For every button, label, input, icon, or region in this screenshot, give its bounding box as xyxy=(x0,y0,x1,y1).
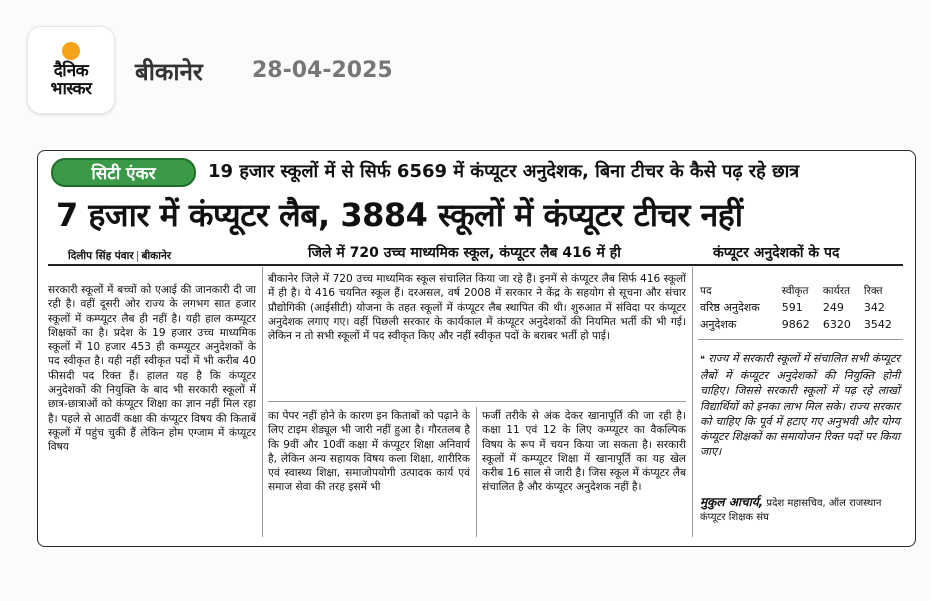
newspaper-clipping xyxy=(37,150,916,547)
city-anchor-tag: सिटी एंकर xyxy=(51,158,196,187)
table-cell: 9862 xyxy=(781,318,810,331)
column-divider xyxy=(268,401,686,402)
quote-author xyxy=(700,495,905,525)
table-cell: 3542 xyxy=(863,318,892,331)
quote-author-role: प्रदेश महासचिव, ऑल राजस्थान कंप्यूटर शिक्षक संघ xyxy=(700,498,882,523)
quote-author-name: मुकुल आचार्य, xyxy=(700,495,764,509)
column-divider xyxy=(692,267,693,537)
byline-separator: | xyxy=(135,250,140,262)
byline xyxy=(68,249,171,263)
column-divider xyxy=(476,407,477,537)
article-column-2: बीकानेर जिले में 720 उच्च माध्यमिक स्कूल संचालित किया जा रहे हैं। इनमें से कंप्यूटर लैब सिर्फ 416 स्कूलों में ही है। ये 416 चयनित स्कूल हैं। दरअसल, वर्ष 2008 में सरकार ने केंद्र के सहयोग से सूचना और संचार प्रौद्योगिकी (आईसीटी) योजना के तहत स्कूलों में कंप्यूटर लैब स्थापित की थी। शुरुआत में संविदा पर कंप्यूटर अनुदेशक लगाए गए। वहीं पिछली सरकार के कार्यकाल में कंप्यूटर अनुदेशकों की नियमित भर्ती की भी गई। लेकिन न तो सभी स्कूलों में पद स्वीकृत किए और नहीं स्वीकृत पदों के बराबर भर्ती हो पाई। xyxy=(268,273,686,343)
logo-text-line2: भास्कर xyxy=(50,79,92,99)
table-cell: 249 xyxy=(822,301,844,314)
table-cell: 591 xyxy=(781,301,803,314)
table-header-row xyxy=(698,283,903,299)
byline-place: बीकानेर xyxy=(141,250,172,262)
city-label: बीकानेर xyxy=(135,58,203,86)
header-rule xyxy=(48,264,903,266)
article-column-1: सरकारी स्कूलों में बच्चों को एआई की जानकारी दी जा रही है। वहीं दूसरी ओर राज्य के लगभग सात हजार स्कूलों में कम्प्यूटर लैब ही नहीं है। यही हाल कम्प्यूटर शिक्षकों का है। प्रदेश के 19 हजार उच्च माध्यमिक स्कूलों में 10 हजार 453 ही कम्प्यूटर अनुदेशकों के पद स्वीकृत है। यही नहीं स्वीकृत पदों में भी करीब 40 फीसदी पद रिक्त हैं। हालत यह है कि कंप्यूटर अनुदेशकों की नियुक्ति के बाद भी सरकारी स्कूलों में छात्र-छात्राओं को कंप्यूटर शिक्षा का ज्ञान नहीं मिल रहा है। पहले से आठवीं कक्षा की कंप्यूटर विषय की किताबें स्कूलों में पहुंच चुकी हैं लेकिन होम एग्जाम में कंप्यूटर विषय xyxy=(48,284,256,454)
table-row xyxy=(698,316,903,333)
sun-icon xyxy=(62,42,80,60)
quote-mark-icon: ❝ xyxy=(700,355,705,365)
table-row xyxy=(698,299,903,316)
table-header: पद xyxy=(700,285,712,297)
posts-table xyxy=(698,283,903,333)
table-header: स्वीकृत xyxy=(781,285,809,297)
table-cell: 6320 xyxy=(822,318,851,331)
table-cell: वरिष्ठ अनुदेशक xyxy=(700,301,760,314)
subhead-middle: जिले में 720 उच्च माध्यमिक स्कूल, कंप्यूटर लैब 416 में ही xyxy=(308,245,621,261)
column-divider xyxy=(262,267,263,537)
table-divider xyxy=(698,339,903,340)
subhead-right: कंप्यूटर अनुदेशकों के पद xyxy=(713,245,840,261)
date-label: 28-04-2025 xyxy=(252,58,393,83)
kicker-headline: 19 हजार स्कूलों में से सिर्फ 6569 में कंप्यूटर अनुदेशक, बिना टीचर के कैसे पढ़ रहे छात्र xyxy=(208,161,800,182)
quote-text: राज्य में सरकारी स्कूलों में संचालित सभी कंप्यूटर लैबों में कंप्यूटर अनुदेशकों की नियुक्ति होनी चाहिए। जिससे सरकारी स्कूलों में पढ़ रहे लाखों विद्यार्थियों को इनका लाभ मिल सके। राज्य सरकार को चाहिए कि पूर्व में हटाए गए अनुभवी और योग्य कंप्यूटर शिक्षकों का समायोजन रिक्त पदों पर किया जाए। xyxy=(700,352,901,459)
table-cell: 342 xyxy=(863,301,885,314)
quote-block xyxy=(700,351,900,459)
main-headline: 7 हजार में कंप्यूटर लैब, 3884 स्कूलों में कंप्यूटर टीचर नहीं xyxy=(56,196,743,234)
dainik-bhaskar-logo xyxy=(27,26,115,114)
table-header: रिक्त xyxy=(863,285,883,297)
article-column-3: का पेपर नहीं होने के कारण इन किताबों को पढ़ाने के लिए टाइम शेड्यूल भी जारी नहीं हुआ है। गौरतलब है कि 9वीं और 10वीं कक्षा में कंप्यूटर शिक्षा अनिवार्य है, लेकिन अन्य सहायक विषय कला शिक्षा, शारीरिक एवं स्वास्थ्य शिक्षा, समाजोपयोगी उत्पादक कार्य एवं समाज सेवा की तरह इसमें भी xyxy=(268,410,470,494)
table-header: कार्यरत xyxy=(822,285,850,297)
table-cell: अनुदेशक xyxy=(700,318,737,331)
logo-text-line1: दैनिक xyxy=(53,61,89,81)
article-column-4: फर्जी तरीके से अंक देकर खानापूर्ति की जा रही है। कक्षा 11 एवं 12 के लिए कम्प्यूटर का वैकल्पिक विषय के रूप में चयन किया जा सकता है। सरकारी स्कूलों में कम्प्यूटर शिक्षा में खानापूर्ति का यह खेल करीब 16 साल से जारी है। जिस स्कूल में कंप्यूटर लैब संचालित है और कंप्यूटर अनुदेशक नहीं है। xyxy=(482,410,686,494)
byline-name: दिलीप सिंह पंवार xyxy=(68,250,134,262)
